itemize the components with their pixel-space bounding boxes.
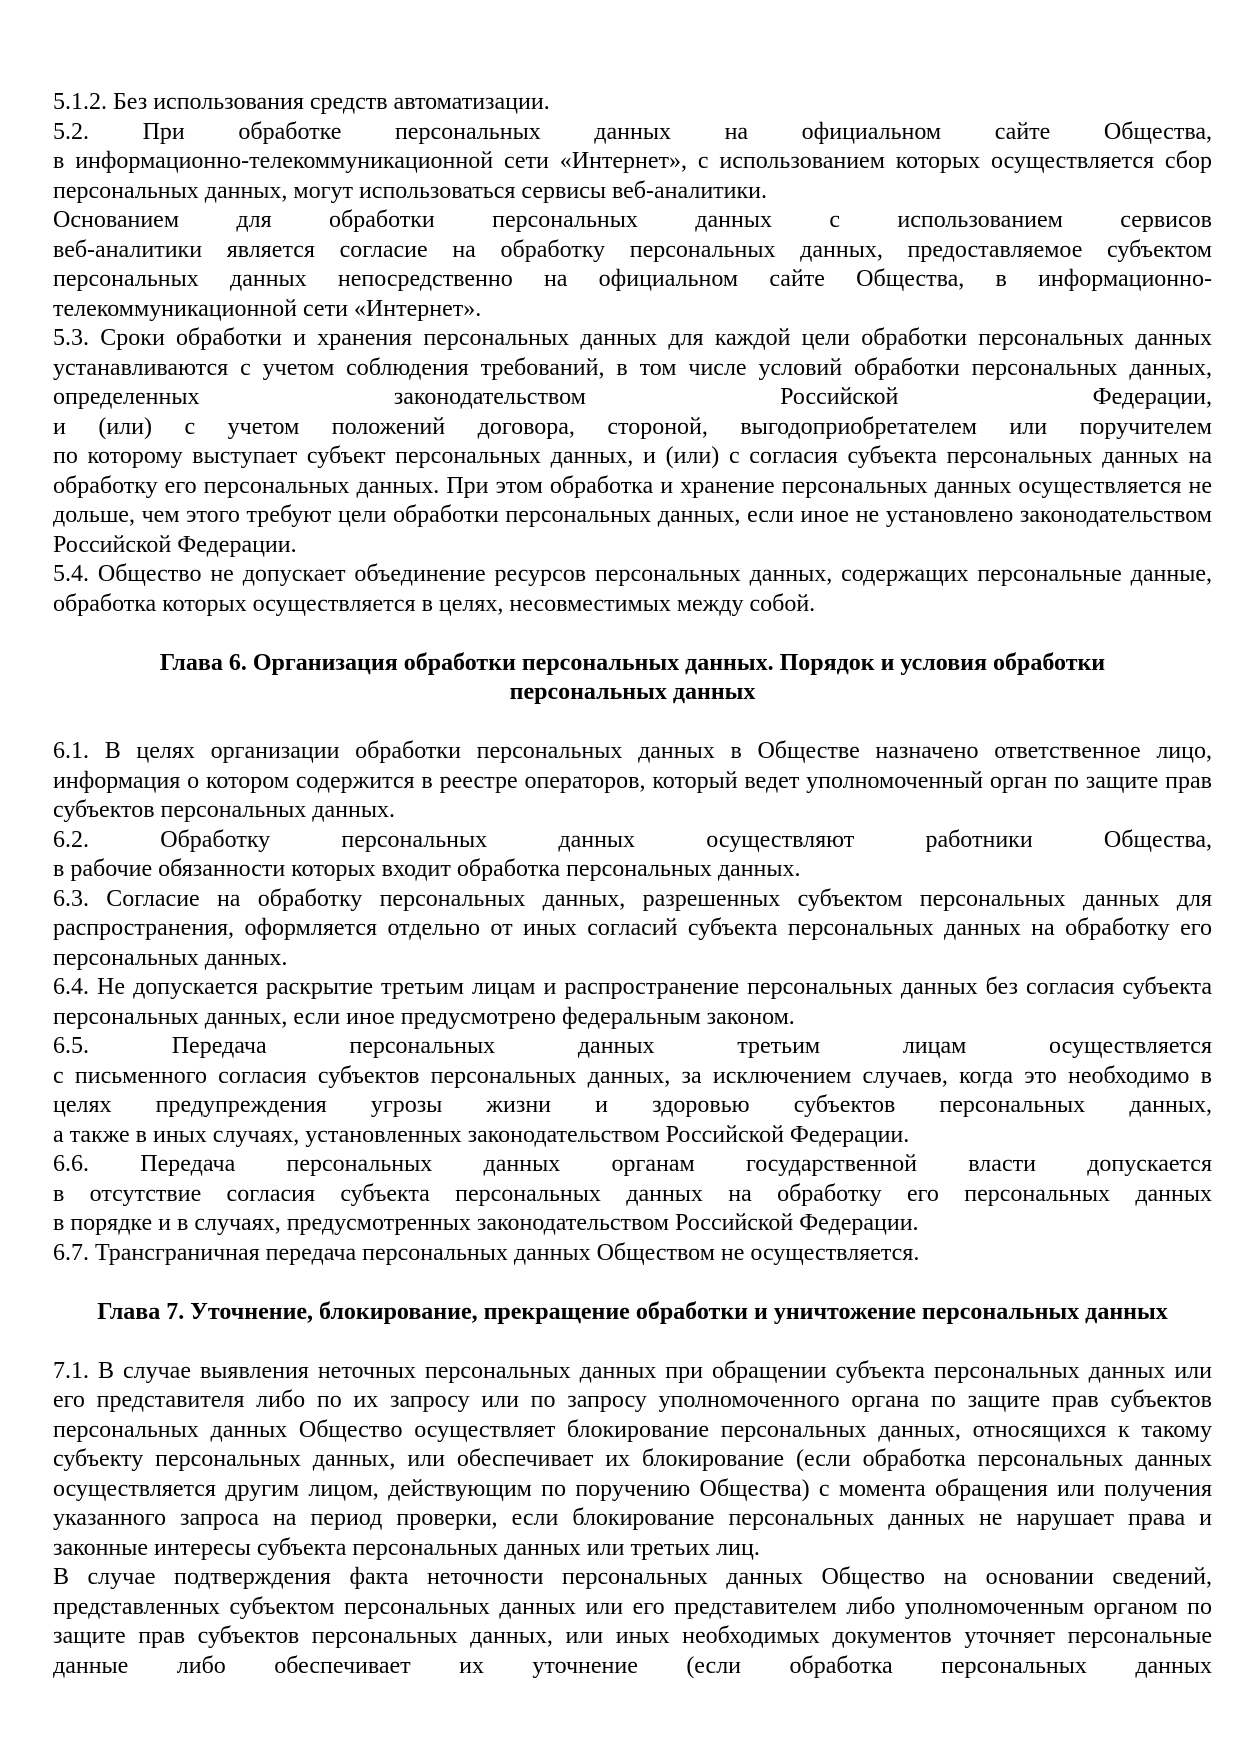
chapter-6-heading	[53, 649, 1212, 708]
paragraph-5-1-2	[53, 88, 1212, 118]
paragraph-text: в рабочие обязанности которых входит обработка персональных данных.	[53, 856, 801, 882]
paragraph-text: с письменного согласия субъектов персональных данных, за исключением случаев, когда это необходимо в целях предупреждения угрозы жизни и здоровью субъектов персональных данных,	[53, 1062, 1212, 1118]
paragraph-6-4	[53, 973, 1212, 1032]
paragraph-6-3	[53, 885, 1212, 974]
paragraph-5-2	[53, 118, 1212, 207]
paragraph-text: 6.2. Обработку персональных данных осуществляют работники Общества,	[53, 826, 1212, 853]
paragraph-text: 5.2. При обработке персональных данных на официальном сайте Общества,	[53, 118, 1212, 145]
paragraph-6-1	[53, 737, 1212, 826]
paragraph-text: в порядке и в случаях, предусмотренных законодательством Российской Федерации.	[53, 1210, 919, 1236]
chapter-7-heading	[53, 1298, 1212, 1328]
paragraph-text: 6.1. В целях организации обработки персональных данных в Обществе назначено ответственное лицо, информация о котором содержится в реестре операторов, который ведет уполномоченный орган по защите прав субъектов персональных данных.	[53, 738, 1212, 823]
paragraph-5-3	[53, 324, 1212, 560]
paragraph-6-2	[53, 826, 1212, 885]
paragraph-text: в информационно-телекоммуникационной сети «Интернет», с использованием которых осуществляется сбор персональных данных, могут использоваться сервисы веб-аналитики.	[53, 148, 1212, 204]
paragraph-text: Основанием для обработки персональных данных с использованием сервисов	[53, 207, 1212, 233]
paragraph-6-7	[53, 1239, 1212, 1269]
paragraph-7-1	[53, 1357, 1212, 1564]
paragraph-6-5	[53, 1032, 1212, 1150]
paragraph-text: в отсутствие согласия субъекта персональных данных на обработку его персональных данных	[53, 1180, 1212, 1207]
heading-line: Глава 6. Организация обработки персональных данных. Порядок и условия обработки	[159, 649, 1106, 676]
paragraph-text: 6.3. Согласие на обработку персональных данных, разрешенных субъектом персональных данных для распространения, оформляется отдельно от иных согласий субъекта персональных данных на обработку его персональных данных.	[53, 885, 1212, 971]
heading-line: персональных данных	[509, 679, 756, 705]
paragraph-inaccuracy-confirmation	[53, 1563, 1212, 1681]
paragraph-text: 5.1.2. Без использования средств автоматизации.	[53, 89, 550, 115]
paragraph-text: 6.6. Передача персональных данных органам государственной власти допускается	[53, 1151, 1212, 1177]
paragraph-text: веб-аналитики является согласие на обработку персональных данных, предоставляемое субъектом персональных данных непосредственно на официальном сайте Общества, в информационно-телекоммуникационной сети «Интернет».	[53, 236, 1212, 322]
paragraph-text: 6.4. Не допускается раскрытие третьим лицам и распространение персональных данных без согласия субъекта персональных данных, если иное предусмотрено федеральным законом.	[53, 974, 1212, 1030]
paragraph-text: 5.4. Общество не допускает объединение ресурсов персональных данных, содержащих персональные данные, обработка которых осуществляется в целях, несовместимых между собой.	[53, 561, 1212, 617]
heading-line: Глава 7. Уточнение, блокирование, прекращение обработки и уничтожение персональных данных	[97, 1298, 1168, 1325]
paragraph-text: и (или) с учетом положений договора, стороной, выгодоприобретателем или поручителем	[53, 413, 1212, 440]
paragraph-5-4	[53, 560, 1212, 619]
paragraph-text: а также в иных случаях, установленных законодательством Российской Федерации.	[53, 1121, 910, 1148]
paragraph-text: В случае подтверждения факта неточности персональных данных Общество на основании сведений, представленных субъектом персональных данных или его представителем либо уполномоченным органом по защите прав субъектов персональных данных, или иных необходимых документов уточняет персональные данные либо обеспечивает их уточнение (если обработка персональных данных	[53, 1564, 1212, 1679]
paragraph-text: 6.5. Передача персональных данных третьим лицам осуществляется	[53, 1033, 1212, 1059]
paragraph-text: по которому выступает субъект персональных данных, и (или) с согласия субъекта персональных данных на обработку его персональных данных. При этом обработка и хранение персональных данных осуществляется не дольше, чем этого требуют цели обработки персональных данных, если иное не установлено законодательством Российской Федерации.	[53, 443, 1212, 558]
paragraph-text: 7.1. В случае выявления неточных персональных данных при обращении субъекта персональных данных или его представителя либо по их запросу или по запросу уполномоченного органа по защите прав субъектов персональных данных Общество осуществляет блокирование персональных данных, относящихся к такому субъекту персональных данных, или обеспечивает их блокирование (если обработка персональных данных осуществляется другим лицом, действующим по поручению Общества) с момента обращения или получения указанного запроса на период проверки, если блокирование персональных данных не нарушает права и законные интересы субъекта персональных данных или третьих лиц.	[53, 1357, 1212, 1561]
paragraph-6-6	[53, 1150, 1212, 1239]
paragraph-web-analytics-basis	[53, 206, 1212, 324]
paragraph-text: 5.3. Сроки обработки и хранения персональных данных для каждой цели обработки персональных данных устанавливаются с учетом соблюдения требований, в том числе условий обработки персональных данных, определенных законодательством Российской Федерации,	[53, 325, 1212, 410]
paragraph-text: 6.7. Трансграничная передача персональных данных Обществом не осуществляется.	[53, 1239, 920, 1266]
